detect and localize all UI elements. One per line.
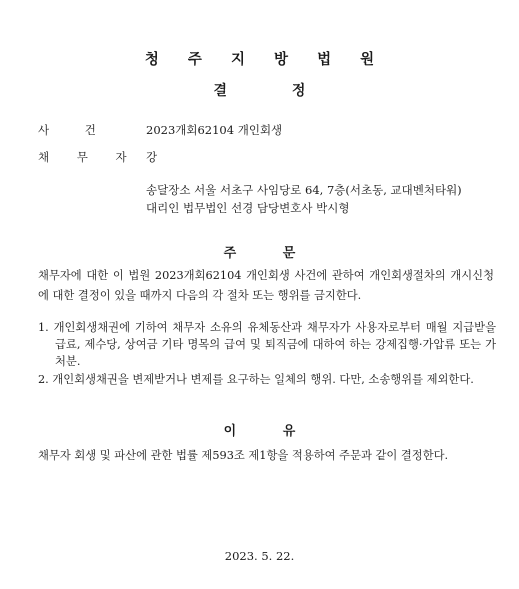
reason-heading: 이 유 xyxy=(223,424,296,439)
service-address: 송달장소 서울 서초구 사임당로 64, 7층(서초동, 교대벤처타워) xyxy=(146,183,462,197)
case-label: 사 건 xyxy=(38,123,112,137)
case-row xyxy=(38,122,282,138)
legal-agent: 대리인 법무법인 선경 담당변호사 박시형 xyxy=(146,201,350,215)
document-title: 결 정 xyxy=(213,83,306,99)
decision-date: 2023. 5. 22. xyxy=(224,549,295,563)
reason-text: 채무자 회생 및 파산에 관한 법률 제593조 제1항을 적용하여 주문과 같이 결정한다. xyxy=(38,449,449,462)
court-name: 청 주 지 방 법 원 xyxy=(144,52,387,68)
order-intro: 채무자에 대한 이 법원 2023개회62104 개인회생 사건에 관하여 개인회생절차의 개시신청에 대한 결정이 있을 때까지 다음의 각 절차 또는 행위를 금지한다. xyxy=(38,269,494,302)
case-number: 2023개회62104 개인회생 xyxy=(146,123,283,137)
debtor-label: 채 무 자 xyxy=(38,150,139,164)
order-heading: 주 문 xyxy=(223,246,296,261)
order-item-1: 1. 개인회생채권에 기하여 채무자 소유의 유체동산과 채무자가 사용자로부터 매월 지급받을 급료, 제수당, 상여금 기타 명목의 급여 및 퇴직금에 대하여 하는 강제집행·가압류 또는 가처분. xyxy=(38,321,496,368)
debtor-name: 강 xyxy=(146,150,158,164)
debtor-row xyxy=(38,149,157,165)
order-item-2: 2. 개인회생채권을 변제받거나 변제를 요구하는 일체의 행위. 다만, 소송행위를 제외한다. xyxy=(38,373,474,386)
